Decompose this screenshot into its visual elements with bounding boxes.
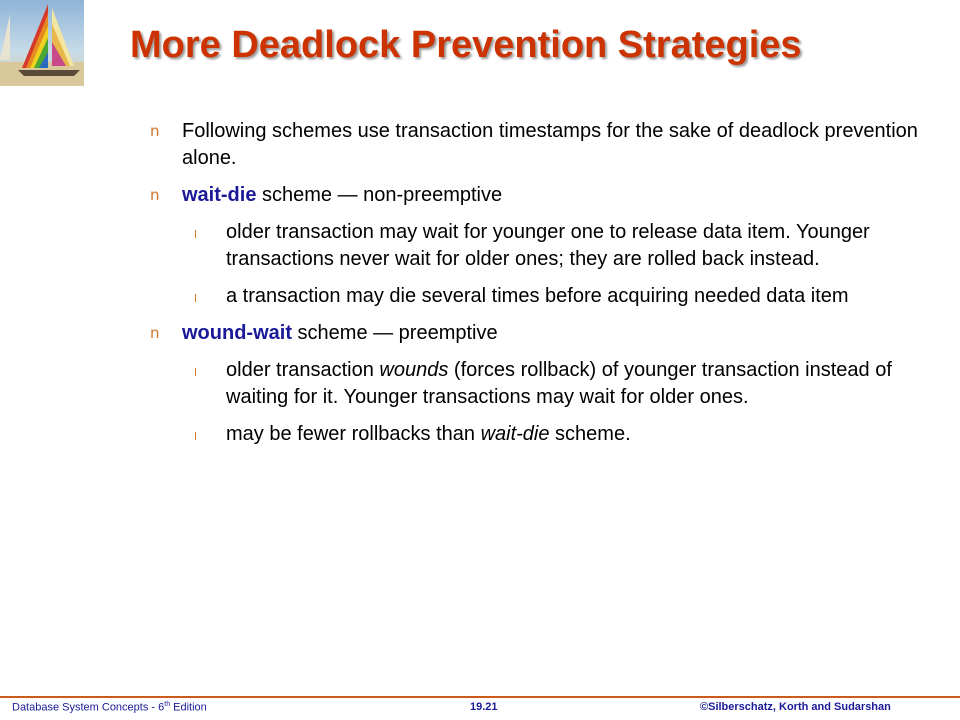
bullet-list (148, 118, 948, 458)
sub-bullet-text: may be fewer rollbacks than (226, 423, 481, 445)
emphasis-text: wounds (379, 359, 449, 381)
sub-bullet-item (148, 421, 948, 448)
sub-bullet-marker-icon: l (194, 292, 198, 305)
bullet-text: scheme — preemptive (291, 322, 498, 344)
bullet-keyword: wait-die (182, 184, 257, 206)
bullet-item (148, 118, 948, 172)
sub-bullet-text: (forces rollback) of younger transaction instead of waiting for it. Younger transactions may wait for older ones. (226, 359, 892, 408)
emphasis-text: wait-die (480, 423, 550, 445)
bullet-text: scheme — non-preemptive (256, 184, 503, 206)
sub-bullet-marker-icon: l (194, 366, 198, 379)
sub-bullet-item (148, 219, 948, 273)
sub-bullet-marker-icon: l (194, 430, 198, 443)
bullet-marker-icon: n (150, 186, 160, 204)
footer-book-suffix: Edition (170, 701, 207, 714)
sub-bullet-text: older transaction (226, 359, 380, 381)
footer-edition-superscript: th (164, 701, 171, 708)
bullet-text: Following schemes use transaction timestamps for the sake of deadlock prevention alone. (182, 120, 918, 169)
sub-bullet-marker-icon: l (194, 228, 198, 241)
sub-bullet-item (148, 283, 948, 310)
bullet-item (148, 182, 948, 209)
footer-copyright: ©Silberschatz, Korth and Sudarshan (700, 701, 891, 713)
bullet-marker-icon: n (150, 122, 160, 140)
sub-bullet-text: scheme. (549, 423, 631, 445)
footer-rule (0, 696, 960, 698)
sub-bullet-text: older transaction may wait for younger one to release data item. Younger transactions never wait for older ones; they are rolled back instead. (226, 221, 870, 270)
bullet-keyword: wound-wait (182, 322, 292, 344)
footer-book-title (12, 701, 207, 714)
sub-bullet-item (148, 357, 948, 411)
slide-title: More Deadlock Prevention Strategies (130, 24, 802, 66)
footer-page-number: 19.21 (470, 701, 498, 713)
sailboat-logo-icon (0, 0, 84, 86)
bullet-item (148, 320, 948, 347)
sub-bullet-text: a transaction may die several times before acquiring needed data item (226, 285, 849, 307)
bullet-marker-icon: n (150, 324, 160, 342)
footer-book-prefix: Database System Concepts - 6 (12, 701, 165, 714)
